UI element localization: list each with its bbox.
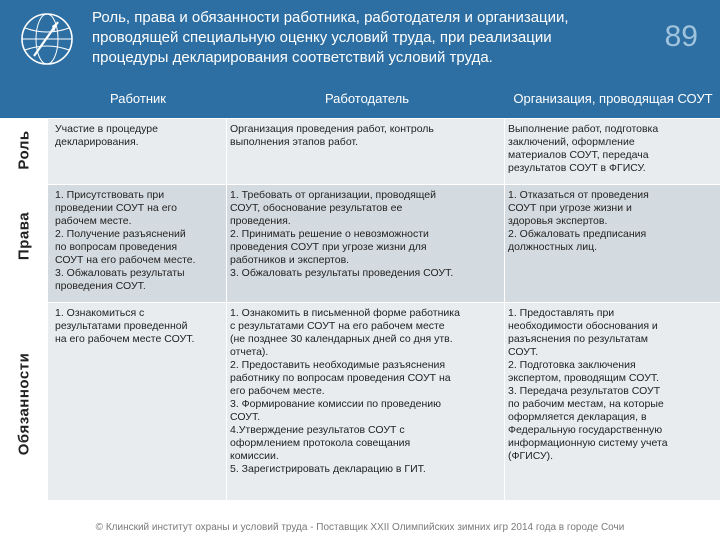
table-row-duties (48, 302, 720, 500)
row-label-rights: Права (15, 211, 33, 261)
row-label-role: Роль (15, 130, 33, 170)
row-labels-column (0, 118, 48, 500)
column-header-employer: Работодатель (324, 90, 410, 106)
cell-role-worker: Участие в процедуре декларирования. (55, 123, 158, 148)
cell-duties-organization: 1. Предоставлять при необходимости обоснования и разъяснения по результатам СОУТ. 2. Подготовка заключения экспертом, проводящим СОУТ. 3. Передача результатов СОУТ по рабочим местам, на которые оформляется декларация, в Федеральную государственную информационную систему учета (ФГИСУ). (508, 307, 668, 462)
table-row-rights (48, 184, 720, 302)
cell-rights-employer: 1. Требовать от организации, проводящей СОУТ, обоснование результатов ее проведения. 2. Принимать решение о невозможности проведения СОУТ при угрозе жизни для работников и экспертов. 3. Обжаловать результаты проведения СОУТ. (230, 189, 454, 279)
row-label-duties: Обязанности (15, 352, 33, 456)
cell-duties-employer: 1. Ознакомить в письменной форме работника с результатами СОУТ на его рабочем месте (не позднее 30 календарных дней со дня утв. отчета). 2. Предоставить необходимые разъяснения работнику по вопросам проведения СОУТ на его рабочем месте. 3. Формирование комиссии по проведению СОУТ. 4.Утверждение результатов СОУТ с оформлением протокола совещания комиссии. 5. Зарегистрировать декларацию в ГИТ. (230, 307, 460, 475)
cell-role-organization: Выполнение работ, подготовка заключений, оформление материалов СОУТ, передача результатов СОУТ в ФГИСУ. (508, 123, 659, 174)
column-header-organization: Организация, проводящая СОУТ (513, 90, 713, 106)
slide-header (0, 0, 720, 78)
slide-number: 89 (664, 20, 698, 53)
cell-duties-worker: 1. Ознакомиться с результатами проведенной на его рабочем месте СОУТ. (55, 307, 195, 345)
slide-title: Роль, права и обязанности работника, работодателя и организации, проводящей специальную оценку условий труда, при реализации процедуры декларирования соответствий условий труда. (92, 9, 569, 66)
column-header-worker: Работник (110, 90, 166, 106)
cell-rights-worker: 1. Присутствовать при проведении СОУТ на его рабочем месте. 2. Получение разъяснений по вопросам проведения СОУТ на его рабочем месте. 3. Обжаловать результаты проведения СОУТ. (55, 189, 196, 292)
globe-logo-icon (18, 10, 76, 68)
cell-role-employer: Организация проведения работ, контроль выполнения этапов работ. (230, 123, 434, 148)
table-row-role (48, 118, 720, 184)
slide-footer: © Клинский институт охраны и условий труда - Поставщик XXII Олимпийских зимних игр 2014 года в городе Сочи (95, 521, 625, 533)
cell-rights-organization: 1. Отказаться от проведения СОУТ при угрозе жизни и здоровья экспертов. 2. Обжаловать предписания должностных лиц. (508, 189, 649, 253)
